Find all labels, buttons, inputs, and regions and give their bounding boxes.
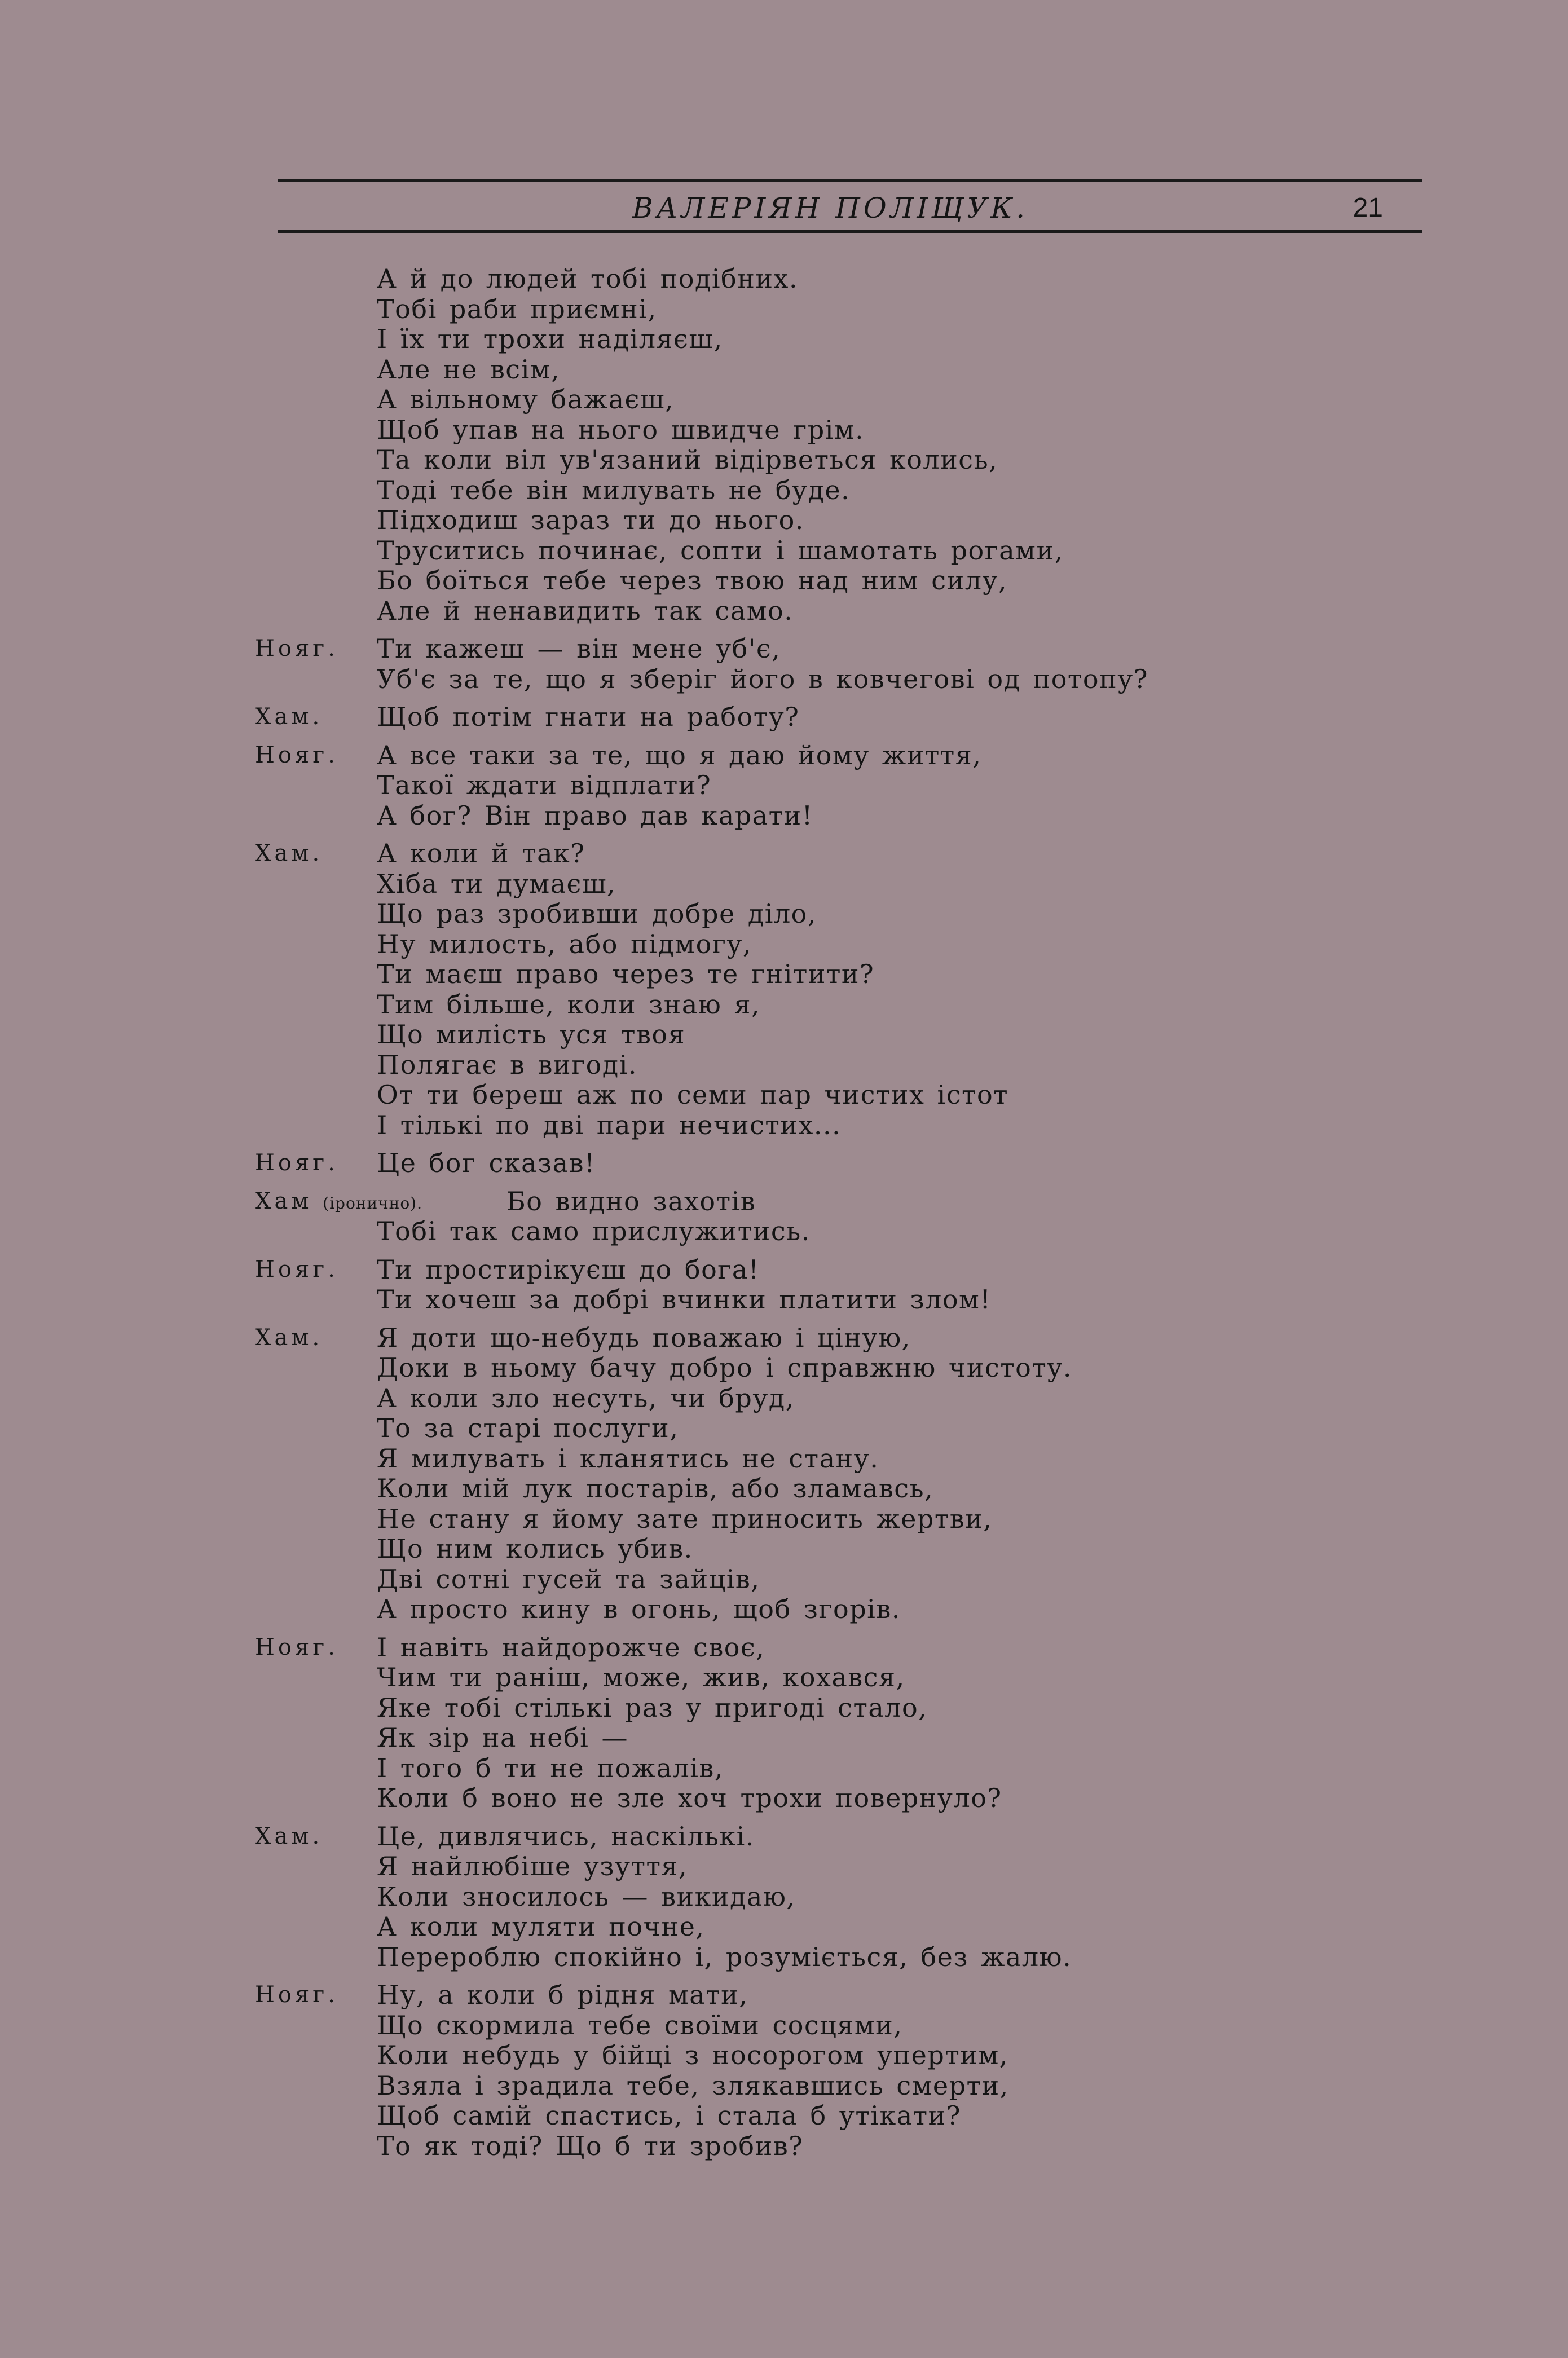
speaker-name [255, 702, 323, 733]
verse-line: Ти кажеш — він мене уб'є, [377, 633, 781, 664]
speaker-name [255, 839, 323, 869]
speaker-name [255, 1323, 323, 1354]
speech-block [0, 1633, 1568, 1814]
verse-line: Доки в ньому бачу добро і справжню чистоту. [377, 1352, 1072, 1383]
speech-block [0, 1148, 1568, 1179]
verse-line: Тобі так само прислужитись. [377, 1216, 811, 1246]
speaker-label: Хам. [255, 704, 323, 730]
verse-line: Тим більше, коли знаю я, [377, 989, 761, 1020]
speaker-name [255, 741, 338, 771]
verse-line: А й до людей тобі подібних. [377, 263, 799, 294]
verse-line: А коли зло несуть, чи бруд, [377, 1382, 795, 1413]
speech-block [0, 1822, 1568, 1973]
verse-line: Що милість уся твоя [377, 1019, 686, 1050]
speaker-name [255, 1633, 338, 1663]
play-text [0, 264, 1568, 2169]
speech-block [0, 1255, 1568, 1315]
verse-line: Коли мій лук постарів, або зламавсь, [377, 1473, 934, 1504]
verse-line: Я найлюбіше узуття, [377, 1851, 688, 1881]
verse-line: Коли зносилось — викидаю, [377, 1881, 796, 1912]
verse-line: Ти маєш право через те гнітити? [377, 959, 875, 989]
verse-line: Такої ждати відплати? [377, 770, 712, 800]
verse-line: Але не всім, [377, 354, 561, 385]
speech-block [0, 264, 1568, 626]
speech-block [0, 702, 1568, 733]
header-rule-bottom [278, 230, 1422, 233]
verse-line: Підходиш зараз ти до нього. [377, 505, 804, 535]
running-title: ВАЛЕРІЯН ПОЛІЩУК. [632, 192, 1028, 224]
verse-line: Я доти що-небудь поважаю і ціную, [377, 1322, 911, 1353]
speaker-label: Хам [255, 1188, 312, 1214]
verse-line: А вільному бажаєш, [377, 384, 675, 415]
verse-line: Дві сотні гусей та зайців, [377, 1563, 760, 1594]
verse-line: Тоді тебе він милувать не буде. [377, 474, 851, 505]
verse-line: Ну милость, або підмогу, [377, 928, 752, 959]
speaker-label: Хам. [255, 840, 323, 866]
verse-line: І їх ти трохи наділяєш, [377, 324, 723, 354]
verse-line: Уб'є за те, що я зберіг його в ковчегові од потопу? [377, 663, 1148, 694]
verse-line: Бо боїться тебе через твою над ним силу, [377, 565, 1008, 596]
speaker-label: Нояг. [255, 742, 338, 768]
verse-line: Як зір на небі — [377, 1722, 629, 1753]
speaker-label: Нояг. [255, 1982, 338, 2008]
verse-line: А коли муляти почне, [377, 1911, 705, 1942]
verse-line: Я милувать і кланятись не стану. [377, 1443, 879, 1474]
verse-line: Хіба ти думаєш, [377, 868, 616, 899]
verse-line: Коли б воно не зле хоч трохи повернуло? [377, 1783, 1002, 1813]
verse-line: Щоб самій спастись, і стала б утікати? [377, 2100, 961, 2131]
speaker-name [255, 634, 338, 664]
verse-line: Ти простирікуєш до бога! [377, 1254, 760, 1285]
verse-line: Взяла і зрадила тебе, злякавшись смерти, [377, 2070, 1009, 2101]
speech-block [0, 1187, 1568, 1247]
verse-line: Що ним колись убив. [377, 1533, 693, 1564]
verse-line: Це, дивлячись, наскількі. [377, 1821, 755, 1852]
verse-line: А все таки за те, що я даю йому життя, [377, 739, 982, 770]
verse-line: І тількі по дві пари нечистих... [377, 1109, 842, 1140]
verse-line: Бо видно захотів [506, 1185, 756, 1217]
speaker-name [255, 1255, 338, 1285]
verse-line: Чим ти раніш, може, жив, кохався, [377, 1662, 905, 1693]
verse-line: Це бог сказав! [377, 1148, 596, 1178]
speech-block [0, 634, 1568, 694]
speech-block [0, 741, 1568, 831]
verse-line: А коли й так? [377, 838, 585, 869]
speaker-label: Нояг. [255, 1634, 338, 1660]
speech-block [0, 1323, 1568, 1625]
verse-line: Що скормила тебе своїми сосцями, [377, 2009, 903, 2040]
verse-line: А просто кину в огонь, щоб згорів. [377, 1594, 901, 1624]
verse-line: Тобі раби приємні, [377, 293, 657, 324]
verse-line: І того б ти не пожалів, [377, 1752, 724, 1783]
verse-line: Труситись починає, сопти і шамотать рогами, [377, 535, 1064, 566]
speaker-name [255, 1187, 422, 1219]
speech-block [0, 1980, 1568, 2161]
speaker-label: Нояг. [255, 636, 338, 662]
speaker-name [255, 1980, 338, 2011]
speaker-label: Нояг. [255, 1256, 338, 1282]
speaker-label: Хам. [255, 1324, 323, 1351]
verse-line: Що раз зробивши добре діло, [377, 898, 817, 929]
verse-line: От ти береш аж по семи пар чистих істот [377, 1079, 1009, 1110]
verse-line: Не стану я йому зате приносить жертви, [377, 1503, 993, 1534]
verse-line: І навіть найдорожче своє, [377, 1632, 765, 1663]
verse-line: То за старі послуги, [377, 1413, 679, 1443]
speech-block [0, 839, 1568, 1140]
verse-line: Щоб потім гнати на работу? [377, 702, 800, 732]
page-number: 21 [1353, 193, 1383, 223]
header-rule-top [278, 179, 1422, 182]
speaker-name [255, 1822, 323, 1852]
verse-line: Яке тобі стількі раз у пригоді стало, [377, 1692, 928, 1723]
stage-direction: (іронично). [323, 1193, 422, 1213]
verse-line: Ну, а коли б рідня мати, [377, 1980, 748, 2010]
speaker-name [255, 1148, 338, 1179]
verse-line: То як тоді? Що б ти зробив? [377, 2130, 804, 2161]
speaker-label: Хам. [255, 1823, 323, 1849]
verse-line: Коли небудь у бійці з носорогом упертим, [377, 2040, 1008, 2070]
verse-line: Але й ненавидить так само. [377, 595, 794, 626]
verse-line: Ти хочеш за добрі вчинки платити злом! [377, 1284, 992, 1315]
verse-line: А бог? Він право дав карати! [377, 800, 813, 831]
verse-line: Щоб упав на нього швидче грім. [377, 414, 865, 445]
verse-line: Перероблю спокійно і, розуміється, без жалю. [377, 1941, 1072, 1972]
verse-line: Полягає в вигоді. [377, 1049, 637, 1080]
verse-line: Та коли віл ув'язаний відірветься колись, [377, 444, 998, 475]
speaker-label: Нояг. [255, 1150, 338, 1176]
running-header [278, 188, 1422, 228]
